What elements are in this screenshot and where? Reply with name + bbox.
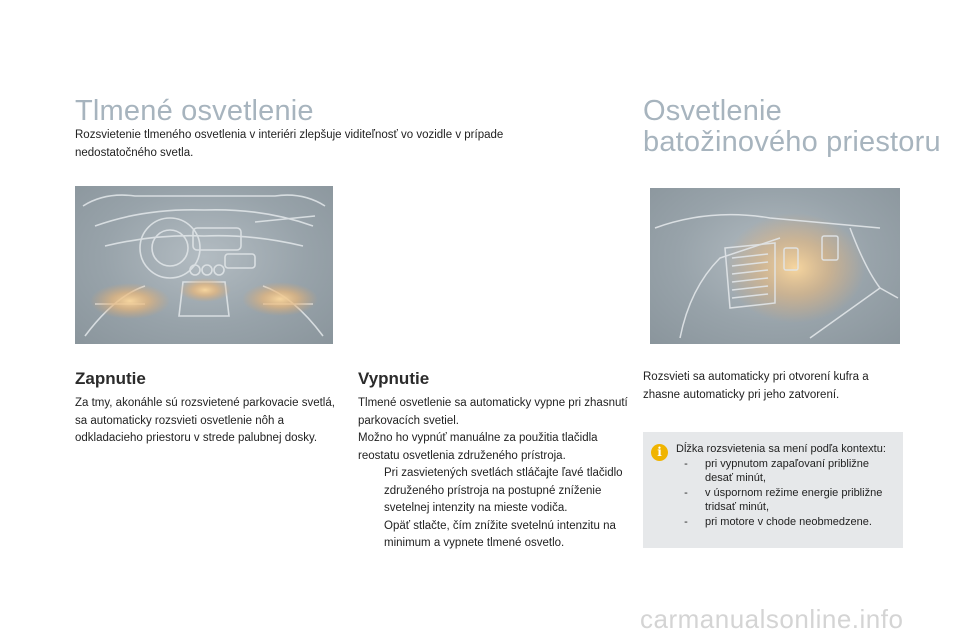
vypnutie-heading: Vypnutie — [358, 369, 430, 388]
watermark: carmanualsonline.info — [640, 604, 904, 634]
zapnutie-heading: Zapnutie — [75, 369, 146, 388]
list-item: - pri vypnutom zapaľovaní približne desať minút, — [684, 457, 870, 484]
trunk-drawing — [650, 188, 900, 344]
note-content — [676, 442, 894, 529]
trunk-title-line-2: batožinového priestoru — [643, 126, 941, 158]
dashboard-drawing — [75, 186, 333, 344]
vypnutie-text-1: Tlmené osvetlenie sa automaticky vypne pri zhasnutí parkovacích svetiel. — [358, 397, 628, 427]
info-icon: i — [651, 444, 668, 461]
trunk-text: Rozsvieti sa automaticky pri otvorení kufra a zhasne automaticky pri jeho zatvorení. — [643, 371, 869, 401]
trunk-lighting-illustration — [650, 188, 900, 344]
note-intro: Dĺžka rozsvietenia sa mení podľa kontextu: — [676, 443, 886, 455]
list-item: - pri motore v chode neobmedzene. — [684, 515, 872, 528]
list-item: - v úspornom režime energie približne tridsať minút, — [684, 486, 883, 513]
intro-text: Rozsvietenie tlmeného osvetlenia v interiéri zlepšuje viditeľnosť vo vozidle v prípade nedostatočného svetla. — [75, 129, 504, 159]
vypnutie-body — [358, 395, 628, 553]
list-item: Opäť stlačte, čím znížite svetelnú intenzitu na minimum a vypnete tlmené osvetlo. — [384, 519, 616, 549]
info-note-box — [643, 432, 903, 548]
trunk-section-title — [643, 96, 941, 158]
list-item: Pri zasvietených svetlách stláčajte ľavé tlačidlo združeného prístroja na postupné zníženie svetelnej intenzity na mieste vodiča. — [384, 467, 623, 514]
note-list — [676, 457, 894, 530]
vypnutie-bullet-list — [358, 465, 628, 553]
page-title: Tlmené osvetlenie — [75, 95, 314, 127]
zapnutie-text: Za tmy, akonáhle sú rozsvietené parkovacie svetlá, sa automaticky rozsvieti osvetlenie nôh a odkladacieho priestoru v strede palubnej dosky. — [75, 397, 335, 444]
vypnutie-text-2: Možno ho vypnúť manuálne za použitia tlačidla reostatu osvetlenia združeného prístroja. — [358, 432, 598, 462]
trunk-title-line-1: Osvetlenie — [643, 95, 783, 127]
interior-lighting-illustration — [75, 186, 333, 344]
